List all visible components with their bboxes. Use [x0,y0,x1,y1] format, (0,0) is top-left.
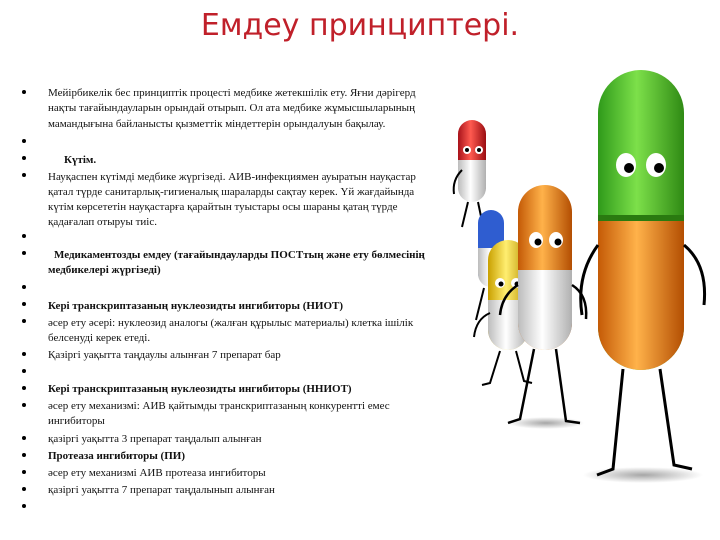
bullet-marker [22,251,28,257]
bullet-marker [22,453,28,459]
bullet-marker [22,302,28,308]
red-capsule-character [454,120,486,227]
bullet-marker [22,319,28,325]
bullet-marker [22,90,28,96]
section-heading-care: Күтім. [64,154,97,166]
slide-title: Емдеу принциптері. [200,8,520,43]
capsule-characters-illustration [448,55,720,515]
text-line: ингибиторы [48,415,105,427]
text-line: әсер ету механизмі АИВ протеаза ингибиторы [48,467,266,479]
bullet-marker [22,369,28,375]
section-heading-medication: Медикаментозды емдеу (тағайындауларды ПОСТтың және ету бөлмесінің [54,249,425,261]
bullet-marker [22,436,28,442]
bullet-marker [22,403,28,409]
bullet-marker [22,156,28,162]
text-line: қатал түрде санитарлық-гигиеналық шараларды сақтау керек. Үй жағдайында [48,186,415,198]
bullet-marker [22,234,28,240]
text-line: қадағалап отыруы тиіс. [48,216,157,228]
text-line: әсер ету механизмі: АИВ қайтымды транскриптазаның конкурентті емес [48,400,390,412]
text-line: Қазіргі уақытта таңдаулы алынған 7 препарат бар [48,349,281,361]
bullet-marker [22,386,28,392]
green-capsule-character [581,70,705,475]
section-heading-pi: Протеаза ингибиторы (ПИ) [48,450,185,462]
bullet-marker [22,487,28,493]
text-line: Науқаспен күтімді медбике жүргізеді. АИВ-инфекциямен ауыратын науқастар [48,171,416,183]
text-line: белсенуді керек етеді. [48,332,151,344]
text-line: мамандығына байланысты қызметтік міндеттерін орындалуын бақылау. [48,118,386,130]
bullet-marker [22,285,28,291]
ground-shadow [508,417,584,429]
bullet-marker [22,504,28,510]
section-heading-niot: Кері транскриптазаның нуклеозидты ингибиторы (НИОТ) [48,300,344,312]
text-line: күтім көрсететін науқастарға қарайтын туыстары осы шараны қатаң түрде [48,201,398,213]
bullet-marker [22,139,28,145]
text-line: медбикелері жүргізеді) [48,264,161,276]
ground-shadow [583,467,703,483]
text-line: Мейірбикелік бес принциптік процесті медбике жетекшілік ету. Яғни дәрігерд [48,87,416,99]
bullet-marker [22,352,28,358]
text-line: нақты тағайындауларын орындай отырып. Ол ата медбике жұмысшыларының [48,102,415,114]
text-line: әсер ету әсері: нуклеозид аналогы (жалған құрылыс материалы) клетка ішілік [48,317,414,329]
section-heading-nniot: Кері транскриптазаның нуклеозидты ингибиторы (ННИОТ) [48,383,352,395]
text-line: қазіргі уақытта 3 препарат таңдалып алынған [48,433,262,445]
bullet-marker [22,470,28,476]
bullet-marker [22,173,28,179]
text-line: қазіргі уақытта 7 препарат таңдалынып алынған [48,484,275,496]
